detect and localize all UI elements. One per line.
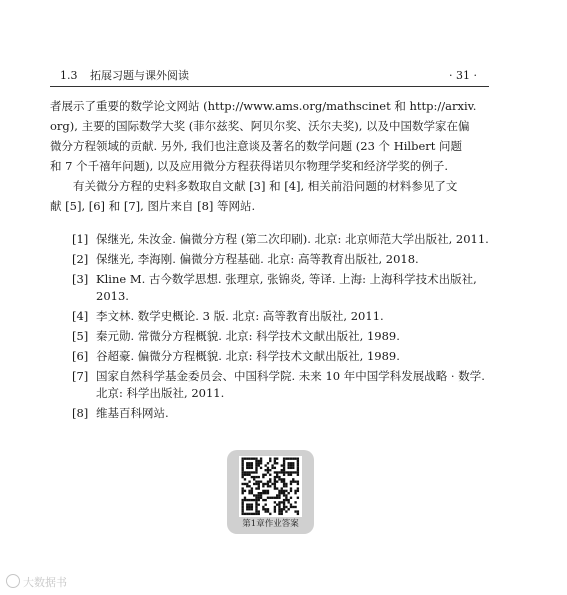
paragraph-2-line: 献 [5], [6] 和 [7], 图片来自 [8] 等网站.: [50, 199, 256, 213]
section-title: 拓展习题与课外阅读: [90, 69, 189, 82]
reference-text: 李文林. 数学史概论. 3 版. 北京: 高等教育出版社, 2011.: [96, 309, 384, 323]
reference-number: [4]: [72, 309, 89, 323]
reference-text: 保继光, 李海刚. 偏微分方程基础. 北京: 高等教育出版社, 2018.: [96, 252, 419, 266]
reference-number: [7]: [72, 369, 89, 383]
reference-number: [2]: [72, 252, 89, 266]
reference-number: [1]: [72, 232, 89, 246]
reference-text: Kline M. 古今数学思想. 张理京, 张锦炎, 等译. 上海: 上海科学技术出版社, 2013.: [96, 272, 477, 303]
qr-code-card[interactable]: [227, 450, 314, 534]
watermark: [6, 574, 67, 590]
header-rule: [50, 86, 489, 87]
reference-item: [72, 328, 497, 345]
paragraph-1-line: org), 主要的国际数学大奖 (菲尔兹奖、阿贝尔奖、沃尔夫奖), 以及中国数学家在偏: [50, 119, 470, 133]
qr-caption: 第1章作业答案: [242, 519, 299, 529]
watermark-text: 大数据书: [23, 576, 67, 589]
reference-item: [72, 348, 497, 365]
reference-text: 保继光, 朱汝金. 偏微分方程 (第二次印刷). 北京: 北京师范大学出版社, 2011.: [96, 232, 489, 246]
reference-number: [3]: [72, 272, 89, 286]
reference-item: [72, 368, 497, 402]
reference-number: [8]: [72, 406, 89, 420]
reference-number: [5]: [72, 329, 89, 343]
reference-item: [72, 308, 497, 325]
reference-list: [72, 231, 497, 425]
watermark-logo-icon: [6, 574, 20, 588]
paragraph-2: [50, 176, 490, 216]
paragraph-1-line: 者展示了重要的数学论文网站 (http://www.ams.org/mathscinet 和 http://arxiv.: [50, 99, 477, 113]
section-number: 1.3: [60, 69, 78, 82]
reference-item: [72, 405, 497, 422]
page-number: · 31 ·: [449, 69, 477, 82]
reference-item: [72, 271, 497, 305]
paragraph-1: [50, 96, 490, 176]
reference-text: 秦元勋. 常微分方程概貌. 北京: 科学技术文献出版社, 1989.: [96, 329, 400, 343]
qr-code[interactable]: [239, 456, 302, 517]
paragraph-1-line: 和 7 个千禧年问题), 以及应用微分方程获得诺贝尔物理学奖和经济学奖的例子.: [50, 159, 449, 173]
running-head: [50, 68, 489, 84]
paragraph-2-line: 有关微分方程的史料多数取自文献 [3] 和 [4], 相关前沿问题的材料参见了文: [73, 179, 458, 193]
reference-text: 维基百科网站.: [96, 406, 169, 420]
reference-item: [72, 231, 497, 248]
reference-text: 谷超豪. 偏微分方程概貌. 北京: 科学技术文献出版社, 1989.: [96, 349, 400, 363]
reference-number: [6]: [72, 349, 89, 363]
reference-item: [72, 251, 497, 268]
body-text: [50, 96, 490, 216]
reference-text: 国家自然科学基金委员会、中国科学院. 未来 10 年中国学科发展战略 · 数学. 北京: 科学出版社, 2011.: [96, 369, 485, 400]
paragraph-1-line: 微分方程领域的贡献. 另外, 我们也注意谈及著名的数学问题 (23 个 Hilbert 问题: [50, 139, 463, 153]
qr-code-icon: [239, 456, 302, 517]
